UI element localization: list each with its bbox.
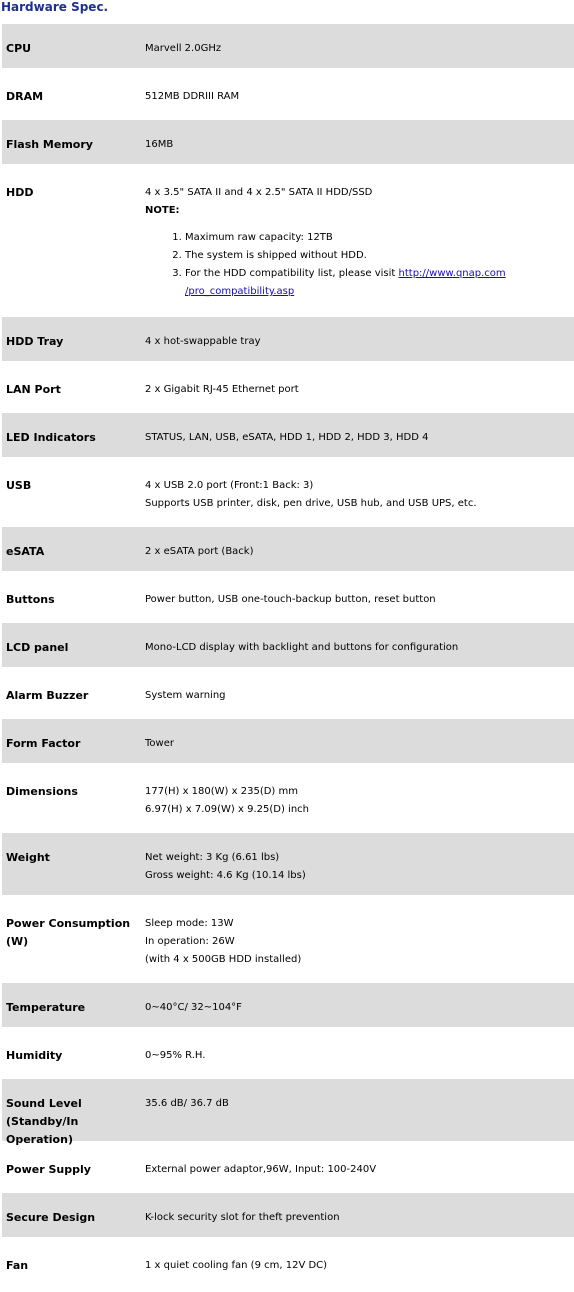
spec-row-fan [2,1241,574,1289]
spec-label: eSATA [6,545,45,558]
spec-value: System warning [145,690,226,701]
spec-label: Humidity [6,1049,63,1062]
spec-row-cpu [2,24,574,72]
spec-row-form-factor [2,719,574,767]
spec-label: Alarm Buzzer [6,689,89,702]
spec-value: 4 x USB 2.0 port (Front:1 Back: 3) Supports USB printer, disk, pen drive, USB hub, and USB UPS, etc. [145,480,477,509]
spec-label: Dimensions [6,785,78,798]
spec-label: CPU [6,42,32,55]
spec-value: Sleep mode: 13W In operation: 26W (with 4 x 500GB HDD installed) [145,918,302,965]
spec-value: Power button, USB one-touch-backup button, reset button [145,594,436,605]
spec-label: LAN Port [6,383,61,396]
spec-label: HDD Tray [6,335,64,348]
spec-row-lcd-panel [2,623,574,671]
spec-value: External power adaptor,96W, Input: 100-240V [145,1164,377,1175]
compatibility-link[interactable]: http://www.qnap.com [398,268,506,279]
spec-label: Fan [6,1259,29,1272]
note-label: NOTE: [145,205,180,216]
spec-label: HDD [6,186,34,199]
spec-label: Flash Memory [6,138,93,151]
spec-value: 35.6 dB/ 36.7 dB [145,1098,229,1109]
spec-row-dram [2,72,574,120]
spec-value: 2 x Gigabit RJ-45 Ethernet port [145,384,299,395]
spec-row-humidity [2,1031,574,1079]
spec-row-secure-design [2,1193,574,1241]
spec-row-buttons [2,575,574,623]
spec-label: LED Indicators [6,431,96,444]
list-item: 3. For the HDD compatibility list, please visit http://www.qnap.com /pro_compatibility.asp [185,265,566,301]
spec-label: USB [6,479,32,492]
spec-label: Temperature [6,1001,86,1014]
spec-value: Mono-LCD display with backlight and buttons for configuration [145,642,459,653]
spec-row-hdd [2,168,574,317]
spec-row-dimensions [2,767,574,833]
spec-label: LCD panel [6,641,69,654]
spec-label: DRAM [6,90,44,103]
spec-label: Power Consumption (W) [6,917,131,948]
spec-row-alarm-buzzer [2,671,574,719]
section-heading: Hardware Spec. [1,0,109,14]
spec-row-hdd-tray [2,317,574,365]
spec-row-temperature [2,983,574,1031]
spec-value: 2 x eSATA port (Back) [145,546,254,557]
spec-row-led-indicators [2,413,574,461]
spec-value: 0~40°C/ 32~104°F [145,1002,242,1013]
spec-row-power-supply [2,1145,574,1193]
spec-label: Sound Level (Standby/In Operation) [6,1097,82,1146]
hdd-notes-list [145,229,566,301]
compatibility-link-continued[interactable]: /pro_compatibility.asp [185,286,295,297]
spec-row-power-consumption [2,899,574,983]
spec-table [2,24,574,1289]
spec-row-weight [2,833,574,899]
list-item: 2. The system is shipped without HDD. [185,247,566,265]
spec-value: K-lock security slot for theft prevention [145,1212,340,1223]
spec-row-esata [2,527,574,575]
spec-value: 512MB DDRIII RAM [145,91,240,102]
spec-label: Power Supply [6,1163,91,1176]
spec-value: 4 x 3.5" SATA II and 4 x 2.5" SATA II HDD/SSD NOTE: 1. Maximum raw capacity: 12TB 2. The system is shipped without HDD. 3. For the HDD compatibility list, please visit http://www.qnap.com /pro_compatibility.asp [141,168,574,313]
spec-label: Form Factor [6,737,81,750]
spec-value: 16MB [145,139,174,150]
spec-value: 4 x hot-swappable tray [145,336,261,347]
spec-row-flash-memory [2,120,574,168]
spec-value: Marvell 2.0GHz [145,43,222,54]
spec-value: STATUS, LAN, USB, eSATA, HDD 1, HDD 2, HDD 3, HDD 4 [145,432,429,443]
spec-label: Weight [6,851,50,864]
spec-value: 177(H) x 180(W) x 235(D) mm 6.97(H) x 7.09(W) x 9.25(D) inch [145,786,309,815]
spec-row-lan-port [2,365,574,413]
spec-value: 0~95% R.H. [145,1050,206,1061]
spec-label: Buttons [6,593,55,606]
spec-value: 1 x quiet cooling fan (9 cm, 12V DC) [145,1260,328,1271]
spec-row-sound-level [2,1079,574,1145]
spec-label: Secure Design [6,1211,96,1224]
spec-row-usb [2,461,574,527]
spec-value: Net weight: 3 Kg (6.61 lbs) Gross weight: 4.6 Kg (10.14 lbs) [145,852,306,881]
spec-value: Tower [145,738,174,749]
list-item: 1. Maximum raw capacity: 12TB [185,229,566,247]
